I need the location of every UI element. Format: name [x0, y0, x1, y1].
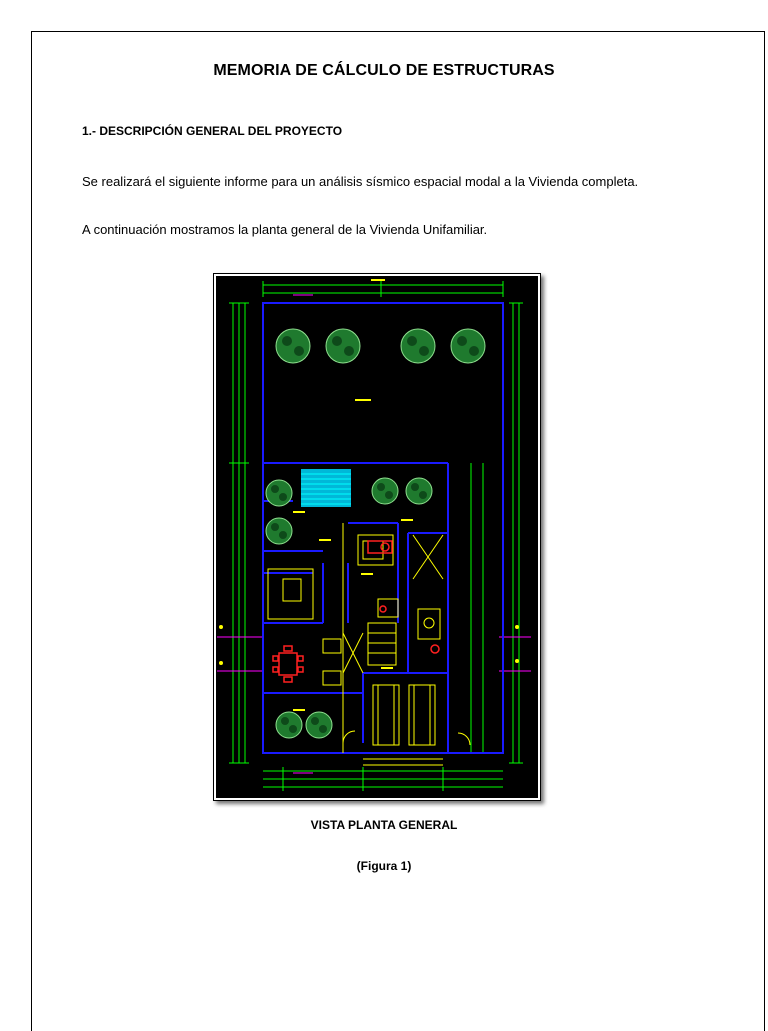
section-heading: 1.- DESCRIPCIÓN GENERAL DEL PROYECTO: [82, 124, 343, 138]
floor-plan-drawing: [213, 273, 541, 801]
document-title: MEMORIA DE CÁLCULO DE ESTRUCTURAS: [213, 62, 555, 79]
figure-number: (Figura 1): [356, 859, 412, 873]
floor-plan-figure: [213, 273, 541, 801]
paragraph-intro: Se realizará el siguiente informe para un análisis sísmico espacial modal a la Vivienda completa.: [82, 174, 639, 189]
paragraph-plan: A continuación mostramos la planta general de la Vivienda Unifamiliar.: [82, 222, 488, 237]
figure-caption: VISTA PLANTA GENERAL: [310, 818, 458, 832]
